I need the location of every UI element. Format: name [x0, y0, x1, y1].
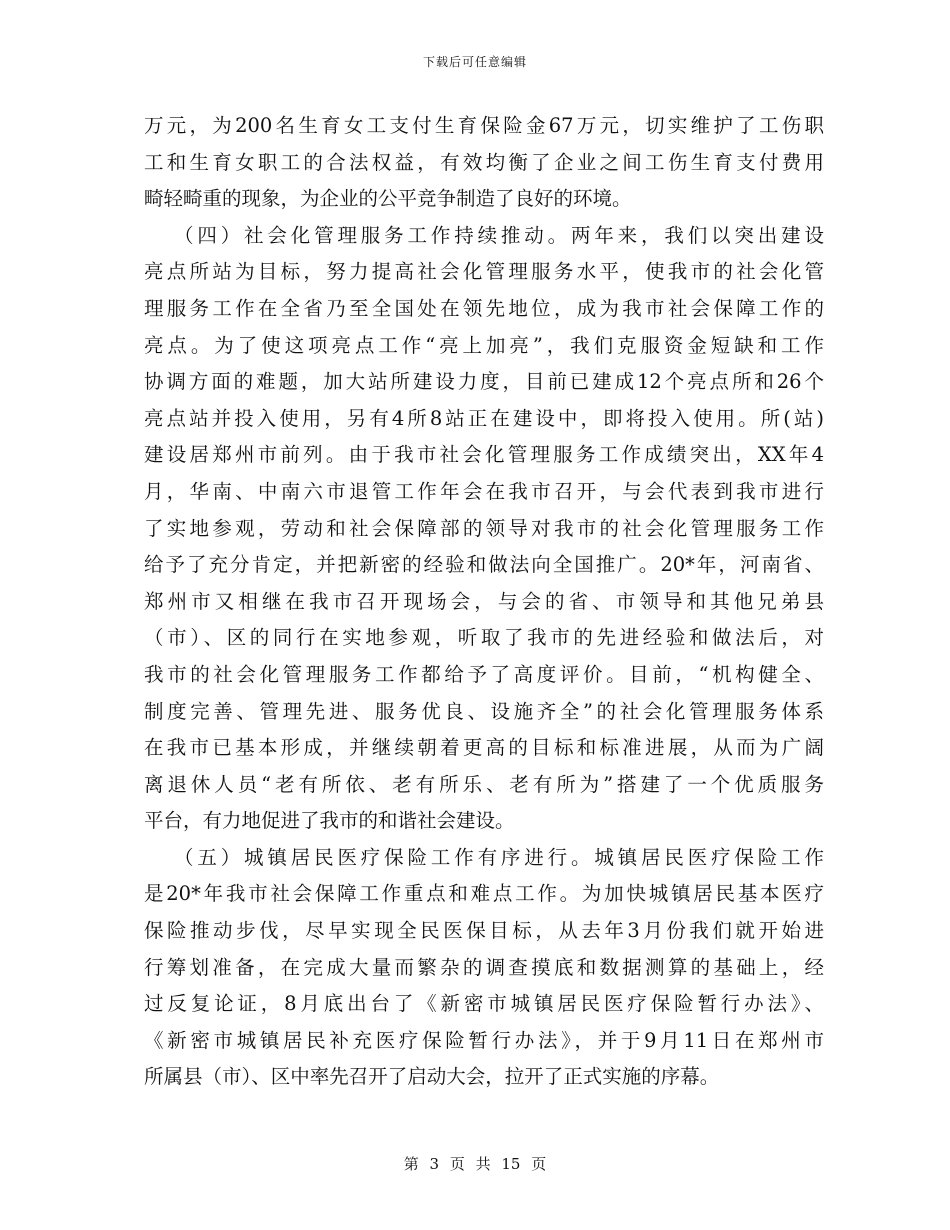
text-line: 制度完善、管理先进、服务优良、设施齐全”的社会化管理服务体系 — [144, 699, 824, 723]
text-line: 亮点站并投入使用，另有4所8站正在建设中，即将投入使用。所(站) — [144, 406, 824, 430]
text-line: 我市的社会化管理服务工作都给予了高度评价。目前，“机构健全、 — [144, 662, 824, 686]
text-line: 了实地参观，劳动和社会保障部的领导对我市的社会化管理服务工作 — [144, 516, 824, 540]
text-line: 所属县（市）、区中率先召开了启动大会，拉开了正式实施的序幕。 — [144, 1065, 720, 1089]
text-line: 过反复论证，8月底出台了《新密市城镇居民医疗保险暂行办法》、 — [144, 992, 824, 1016]
text-line: （市）、区的同行在实地参观，听取了我市的先进经验和做法后，对 — [144, 626, 824, 650]
paragraph-heading-line: （五）城镇居民医疗保险工作有序进行。城镇居民医疗保险工作 — [174, 845, 824, 869]
page-number-footer: 第 3 页 共 15 页 — [403, 1155, 547, 1173]
text-line: 是20*年我市社会保障工作重点和难点工作。为加快城镇居民基本医疗 — [144, 882, 824, 906]
page-header-note: 下载后可任意编辑 — [422, 55, 527, 69]
text-line: 亮点。为了使这项亮点工作“亮上加亮”，我们克服资金短缺和工作 — [144, 333, 824, 357]
text-line: 工和生育女职工的合法权益，有效均衡了企业之间工伤生育支付费用 — [144, 150, 824, 174]
text-line: 协调方面的难题，加大站所建设力度，目前已建成12个亮点所和26个 — [144, 370, 824, 394]
text-line: 在我市已基本形成，并继续朝着更高的目标和标准进展，从而为广阔 — [144, 736, 824, 760]
text-line: 行筹划准备，在完成大量而繁杂的调查摸底和数据测算的基础上，经 — [144, 955, 824, 979]
text-line: 畸轻畸重的现象，为企业的公平竞争制造了良好的环境。 — [144, 187, 632, 211]
text-line: 建设居郑州市前列。由于我市社会化管理服务工作成绩突出，XX年4 — [144, 443, 824, 467]
text-line: 《新密市城镇居民补充医疗保险暂行办法》，并于9月11日在郑州市 — [144, 1028, 824, 1052]
text-line: 离退休人员“老有所依、老有所乐、老有所为”搭建了一个优质服务 — [144, 772, 824, 796]
paragraph-heading-line: （四）社会化管理服务工作持续推动。两年来，我们以突出建设 — [174, 223, 824, 247]
text-line: 平台，有力地促进了我市的和谐社会建设。 — [144, 809, 515, 833]
text-line: 万元，为200名生育女工支付生育保险金67万元，切实维护了工伤职 — [144, 114, 824, 137]
text-line: 理服务工作在全省乃至全国处在领先地位，成为我市社会保障工作的 — [144, 296, 824, 320]
text-line: 给予了充分肯定，并把新密的经验和做法向全国推广。20*年，河南省、 — [144, 553, 824, 577]
text-line: 郑州市又相继在我市召开现场会，与会的省、市领导和其他兄弟县 — [144, 589, 824, 613]
text-line: 保险推动步伐，尽早实现全民医保目标，从去年3月份我们就开始进 — [144, 919, 824, 943]
text-line: 月，华南、中南六市退管工作年会在我市召开，与会代表到我市进行 — [144, 479, 824, 503]
text-line: 亮点所站为目标，努力提高社会化管理服务水平，使我市的社会化管 — [144, 260, 824, 284]
document-body — [144, 108, 824, 1096]
